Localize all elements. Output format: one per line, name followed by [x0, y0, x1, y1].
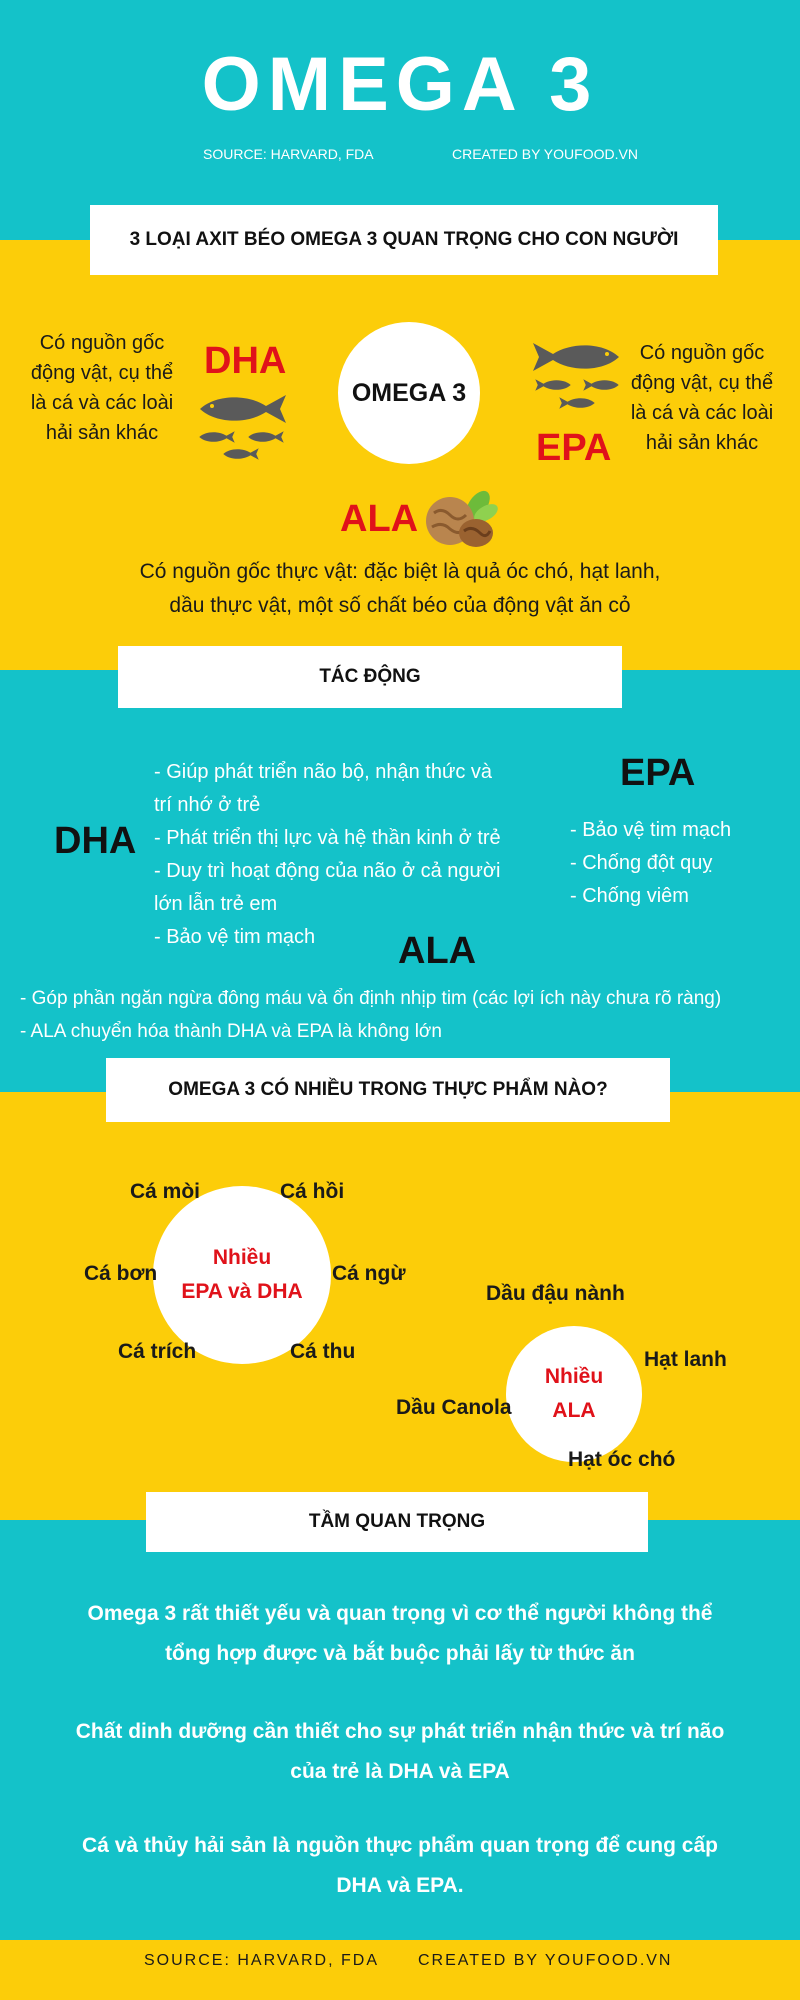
epa-dha-circle-line: Nhiều: [212, 1246, 272, 1269]
importance-paragraph: [40, 1826, 760, 1906]
importance-line: tổng hợp được và bắt buộc phải lấy từ thức ăn: [165, 1642, 635, 1665]
importance-line: của trẻ là DHA và EPA: [290, 1760, 510, 1783]
food-hat-oc-cho: Hạt óc chó: [568, 1448, 676, 1471]
food-hat-lanh: Hạt lanh: [644, 1348, 727, 1371]
epa-desc-line: Có nguồn gốc: [639, 342, 765, 364]
effects-dha-item: - Duy trì hoạt động của não ở cả người: [154, 860, 501, 882]
effects-epa-item: - Chống viêm: [570, 885, 689, 907]
effects-dha-item: - Bảo vệ tim mạch: [154, 926, 316, 948]
effects-epa-list: [570, 814, 790, 913]
effects-ala-label: ALA: [398, 930, 477, 972]
effects-dha-item: - Phát triển thị lực và hệ thần kinh ở trẻ: [154, 827, 501, 849]
fish-icon: [247, 430, 285, 444]
header-credit: CREATED BY YOUFOOD.VN: [452, 146, 638, 162]
types-heading-text: 3 LOẠI AXIT BÉO OMEGA 3 QUAN TRỌNG CHO CON NGƯỜI: [129, 229, 679, 250]
dha-desc-line: là cá và các loài: [30, 392, 174, 414]
ala-circle-line: ALA: [552, 1399, 596, 1422]
fish-icon: [198, 392, 288, 426]
footer-source: SOURCE: HARVARD, FDA: [144, 1952, 379, 1969]
dha-desc-line: Có nguồn gốc: [39, 332, 165, 354]
epa-dha-circle: [153, 1186, 331, 1364]
foods-heading: [106, 1058, 670, 1122]
food-ca-trich: Cá trích: [118, 1340, 197, 1363]
food-dau-canola: Dầu Canola: [396, 1396, 512, 1419]
effects-dha-item: lớn lẫn trẻ em: [154, 893, 278, 915]
food-ca-hoi: Cá hồi: [280, 1180, 345, 1203]
food-ca-moi: Cá mòi: [130, 1180, 201, 1203]
epa-desc-line: động vật, cụ thể: [630, 372, 774, 394]
food-dau-dau-nanh: Dầu đậu nành: [486, 1282, 625, 1305]
effects-epa-item: - Chống đột quỵ: [570, 852, 713, 874]
fish-icon: [222, 447, 260, 461]
effects-epa-label: EPA: [620, 752, 696, 794]
ala-desc-line: Có nguồn gốc thực vật: đặc biệt là quả óc chó, hạt lanh,: [139, 560, 661, 583]
importance-paragraph: [40, 1594, 760, 1674]
importance-line: DHA và EPA.: [336, 1874, 464, 1897]
dha-desc-line: động vật, cụ thể: [30, 362, 174, 384]
dha-desc-line: hải sản khác: [45, 422, 159, 444]
epa-label: EPA: [536, 427, 612, 469]
epa-description: [622, 338, 782, 458]
header-source: SOURCE: HARVARD, FDA: [203, 146, 374, 162]
effects-dha-item: - Giúp phát triển não bộ, nhận thức và: [154, 761, 493, 783]
omega3-circle: [338, 322, 480, 464]
ala-label: ALA: [340, 498, 419, 540]
page-title: OMEGA 3: [201, 42, 599, 127]
food-ca-ngu: Cá ngừ: [332, 1262, 406, 1285]
fish-icon: [558, 396, 596, 410]
dha-description: [22, 328, 182, 448]
effects-ala-item: - ALA chuyển hóa thành DHA và EPA là không lớn: [20, 1021, 442, 1042]
footer-band: [0, 1940, 800, 2000]
walnut-icon: [420, 483, 500, 553]
epa-dha-circle-line: EPA và DHA: [181, 1280, 303, 1303]
food-ca-bon: Cá bơn: [84, 1262, 158, 1285]
effects-heading-text: TÁC ĐỘNG: [319, 666, 421, 687]
foods-heading-text: OMEGA 3 CÓ NHIỀU TRONG THỰC PHẨM NÀO?: [168, 1079, 608, 1100]
effects-ala-list: [20, 982, 790, 1048]
effects-epa-item: - Bảo vệ tim mạch: [570, 819, 732, 841]
effects-heading: [118, 646, 622, 708]
effects-ala-item: - Góp phần ngăn ngừa đông máu và ổn định nhịp tim (các lợi ích này chưa rõ ràng): [20, 988, 722, 1009]
dha-label: DHA: [204, 340, 287, 382]
fish-icon: [534, 378, 572, 392]
effects-dha-list: [154, 756, 534, 954]
ala-circle-line: Nhiều: [544, 1365, 604, 1388]
food-ca-thu: Cá thu: [290, 1340, 356, 1363]
fish-icon: [582, 378, 620, 392]
fish-icon: [198, 430, 236, 444]
importance-paragraph: [40, 1712, 760, 1792]
importance-line: Chất dinh dưỡng cần thiết cho sự phát triển nhận thức và trí não: [75, 1720, 725, 1743]
epa-desc-line: hải sản khác: [645, 432, 759, 454]
types-heading: [90, 205, 718, 275]
ala-desc-line: dầu thực vật, một số chất béo của động vật ăn cỏ: [169, 594, 631, 617]
effects-dha-label: DHA: [54, 820, 137, 862]
epa-desc-line: là cá và các loài: [630, 402, 774, 424]
importance-heading-text: TẦM QUAN TRỌNG: [308, 1511, 486, 1532]
importance-line: Omega 3 rất thiết yếu và quan trọng vì cơ thể người không thể: [87, 1602, 713, 1625]
footer-credit: CREATED BY YOUFOOD.VN: [418, 1952, 673, 1969]
ala-circle: [506, 1326, 642, 1462]
importance-line: Cá và thủy hải sản là nguồn thực phẩm quan trọng để cung cấp: [82, 1834, 718, 1857]
effects-dha-item: trí nhớ ở trẻ: [154, 794, 261, 816]
ala-description: [40, 555, 760, 623]
omega3-circle-label: OMEGA 3: [351, 378, 467, 407]
foods-band: [0, 1092, 800, 1520]
importance-heading: [146, 1492, 648, 1552]
fish-icon: [530, 340, 622, 374]
